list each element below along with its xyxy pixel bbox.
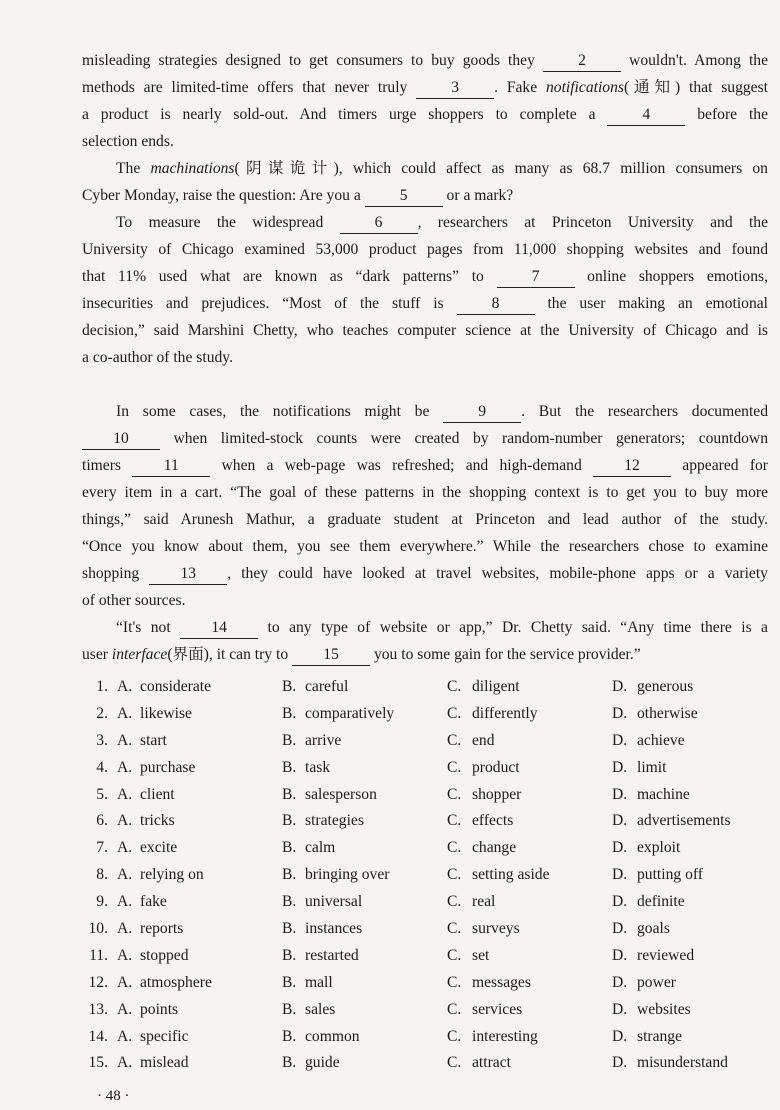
question-row [82, 1050, 772, 1077]
text-line [82, 155, 768, 182]
text-segment: insecurities and prejudices. “Most of the stuff is [82, 295, 457, 312]
option-letter: B. [282, 973, 297, 991]
option-text: power [637, 973, 676, 991]
option-text: start [140, 731, 167, 749]
text-segment: , they could have looked at travel websites, mobile-phone apps or a variety [227, 565, 768, 582]
option-text: strange [637, 1027, 683, 1045]
blank-14: 14 [180, 618, 258, 639]
text-line [82, 209, 768, 236]
option-text: attract [472, 1054, 511, 1072]
text-segment: every item in a cart. “The goal of these patterns in the shopping context is to get you to buy more [82, 484, 768, 501]
question-row [82, 997, 772, 1024]
option-letter: B. [282, 920, 297, 938]
text-segment: of other sources. [82, 592, 186, 609]
text-segment: online shoppers emotions, [574, 268, 768, 285]
option-text: differently [472, 704, 538, 722]
option-text: websites [637, 1000, 691, 1018]
option-text: arrive [305, 731, 342, 749]
option-text: reports [140, 920, 184, 938]
text-line [82, 614, 768, 641]
text-line [82, 533, 768, 560]
option-text: careful [305, 678, 349, 695]
option-letter: B. [282, 1027, 297, 1045]
text-segment: “Once you know about them, you see them everywhere.” While the researchers chose to examine [82, 538, 768, 555]
text-segment: . Fake [494, 79, 546, 96]
blank-5: 5 [365, 186, 443, 207]
option-letter: B. [282, 866, 297, 884]
text-line [82, 128, 768, 155]
option-text: exploit [637, 839, 681, 857]
option-letter: C. [447, 866, 462, 884]
text-segment: the user making an emotional [534, 295, 768, 312]
option-letter: D. [612, 704, 628, 722]
option-text: end [472, 731, 495, 749]
option-letter: D. [612, 866, 628, 884]
option-text: definite [637, 893, 685, 911]
text-line [82, 317, 768, 344]
answer-options [82, 674, 772, 1077]
option-text: surveys [472, 920, 520, 938]
option-text: sales [305, 1000, 336, 1018]
option-letter: C. [447, 785, 462, 803]
blank-6: 6 [340, 213, 418, 234]
text-segment: The [116, 160, 151, 177]
text-line [82, 101, 768, 128]
text-segment: appeared for [671, 457, 769, 474]
question-number: 9. [96, 893, 108, 911]
text-segment: methods are limited-time offers that never truly [82, 79, 417, 96]
text-line [82, 398, 768, 425]
option-letter: A. [117, 1027, 133, 1045]
option-text: tricks [140, 812, 175, 830]
cloze-passage [82, 47, 768, 668]
blank-13: 13 [149, 564, 227, 585]
option-letter: B. [282, 839, 297, 857]
italic-term: machinations [150, 160, 235, 177]
text-segment: timers [82, 457, 133, 474]
blank-9: 9 [443, 402, 521, 423]
option-letter: D. [612, 785, 628, 803]
question-row [82, 755, 772, 782]
option-letter: C. [447, 812, 462, 830]
text-segment: misleading strategies designed to get consumers to buy goods they [82, 52, 543, 69]
text-line [82, 344, 768, 371]
text-line [82, 263, 768, 290]
option-text: machine [637, 785, 690, 803]
option-letter: A. [117, 1054, 133, 1072]
blank-15: 15 [292, 645, 370, 666]
option-letter: A. [117, 758, 133, 776]
italic-term: notifications [545, 79, 624, 96]
option-letter: D. [612, 893, 628, 911]
text-line [82, 290, 768, 317]
text-segment: to any type of website or app,” Dr. Chetty said. “Any time there is a [258, 619, 768, 636]
blank-8: 8 [457, 294, 535, 315]
text-segment: In some cases, the notifications might be [116, 403, 444, 420]
blank-4: 4 [607, 105, 685, 126]
option-text: product [472, 758, 520, 776]
text-segment: a product is nearly sold-out. And timers urge shoppers to complete a [82, 106, 608, 123]
option-text: comparatively [305, 704, 395, 722]
option-text: stopped [140, 946, 189, 964]
text-segment: before the [685, 106, 768, 123]
option-letter: C. [447, 731, 462, 749]
option-text: services [472, 1000, 523, 1018]
option-text: putting off [637, 866, 703, 884]
option-letter: B. [282, 785, 297, 803]
option-letter: D. [612, 839, 628, 857]
page-number: · 48 · [97, 1088, 130, 1104]
option-text: reviewed [637, 946, 695, 964]
question-row [82, 674, 772, 701]
question-row [82, 782, 772, 809]
option-text: atmosphere [140, 973, 212, 991]
option-letter: B. [282, 731, 297, 749]
option-letter: A. [117, 920, 133, 938]
text-segment: . But the researchers documented [521, 403, 768, 420]
option-text: diligent [472, 678, 520, 695]
option-letter: D. [612, 678, 628, 695]
option-letter: D. [612, 973, 628, 991]
text-line [82, 560, 768, 587]
option-text: set [472, 946, 490, 964]
question-row [82, 701, 772, 728]
option-letter: A. [117, 812, 133, 830]
blank-12: 12 [593, 456, 671, 477]
option-letter: D. [612, 812, 628, 830]
option-text: client [140, 785, 175, 803]
option-letter: A. [117, 731, 133, 749]
text-segment: “It's not [116, 619, 181, 636]
option-letter: D. [612, 1000, 628, 1018]
question-number: 15. [88, 1054, 108, 1072]
text-segment: when limited-stock counts were created by random-number generators; countdown [160, 430, 768, 447]
question-number: 13. [88, 1000, 108, 1018]
question-row [82, 943, 772, 970]
text-segment: when a web-page was refreshed; and high-demand [210, 457, 594, 474]
option-text: goals [637, 920, 670, 938]
option-letter: A. [117, 839, 133, 857]
option-text: setting aside [472, 866, 550, 884]
option-text: points [140, 1000, 179, 1018]
text-segment: University of Chicago examined 53,000 product pages from 11,000 shopping websites and found [82, 241, 768, 258]
question-row [82, 808, 772, 835]
option-letter: A. [117, 678, 133, 695]
option-letter: C. [447, 1027, 462, 1045]
option-text: common [305, 1027, 360, 1045]
paragraph [82, 398, 768, 614]
text-line [82, 74, 768, 101]
text-segment: To measure the widespread [116, 214, 340, 231]
option-letter: D. [612, 1027, 628, 1045]
option-text: shopper [472, 785, 522, 803]
text-segment: user [82, 646, 112, 663]
option-text: interesting [472, 1027, 538, 1045]
option-text: achieve [637, 731, 685, 749]
question-row [82, 1024, 772, 1051]
option-letter: C. [447, 839, 462, 857]
option-letter: C. [447, 893, 462, 911]
option-text: task [305, 758, 331, 776]
option-text: salesperson [305, 785, 377, 803]
option-text: excite [140, 839, 178, 857]
question-number: 1. [96, 678, 108, 695]
question-row [82, 728, 772, 755]
option-text: generous [637, 678, 694, 695]
option-text: bringing over [305, 866, 390, 884]
option-text: otherwise [637, 704, 698, 722]
option-text: instances [305, 920, 363, 938]
option-letter: D. [612, 920, 628, 938]
question-number: 7. [96, 839, 108, 857]
option-letter: B. [282, 893, 297, 911]
option-text: fake [140, 893, 167, 911]
option-text: strategies [305, 812, 364, 830]
text-line [82, 506, 768, 533]
option-text: relying on [140, 866, 204, 884]
blank-3: 3 [416, 78, 494, 99]
option-text: change [472, 839, 517, 857]
text-segment: Cyber Monday, raise the question: Are you a [82, 187, 365, 204]
question-number: 6. [96, 812, 108, 830]
text-segment: shopping [82, 565, 150, 582]
text-line [82, 587, 768, 614]
option-letter: B. [282, 946, 297, 964]
text-line [82, 425, 768, 452]
option-text: guide [305, 1054, 340, 1072]
paragraph [82, 47, 768, 155]
option-letter: B. [282, 812, 297, 830]
option-letter: A. [117, 785, 133, 803]
text-line [82, 47, 768, 74]
option-letter: B. [282, 1054, 297, 1072]
question-number: 3. [96, 731, 108, 749]
question-number: 2. [96, 704, 108, 722]
question-row [82, 889, 772, 916]
paragraph [82, 155, 768, 209]
option-letter: B. [282, 678, 297, 695]
question-row [82, 835, 772, 862]
blank-10: 10 [82, 429, 160, 450]
text-segment: a co-author of the study. [82, 349, 233, 366]
option-letter: C. [447, 758, 462, 776]
option-text: messages [472, 973, 531, 991]
option-letter: A. [117, 704, 133, 722]
option-letter: C. [447, 704, 462, 722]
option-text: specific [140, 1027, 189, 1045]
paragraph [82, 614, 768, 668]
option-letter: A. [117, 1000, 133, 1018]
option-letter: A. [117, 946, 133, 964]
question-number: 8. [96, 866, 108, 884]
option-letter: C. [447, 1000, 462, 1018]
text-segment: (界面), it can try to [167, 646, 293, 663]
option-text: real [472, 893, 496, 911]
question-number: 10. [88, 920, 108, 938]
question-row [82, 970, 772, 997]
option-text: restarted [305, 946, 359, 964]
option-letter: A. [117, 866, 133, 884]
text-segment: that 11% used what are known as “dark patterns” to [82, 268, 497, 285]
text-segment: , researchers at Princeton University and the [417, 214, 768, 231]
option-letter: C. [447, 1054, 462, 1072]
text-segment: wouldn't. Among the [620, 52, 768, 69]
option-letter: D. [612, 1054, 628, 1072]
option-text: advertisements [637, 812, 731, 830]
text-segment: (通知) that suggest [623, 79, 768, 96]
option-text: considerate [140, 678, 212, 695]
option-text: mislead [140, 1054, 189, 1072]
option-letter: D. [612, 758, 628, 776]
option-letter: C. [447, 973, 462, 991]
option-letter: C. [447, 920, 462, 938]
option-text: likewise [140, 704, 192, 722]
option-text: effects [472, 812, 514, 830]
text-segment: you to some gain for the service provider.” [370, 646, 641, 663]
option-letter: B. [282, 704, 297, 722]
text-line [82, 236, 768, 263]
option-text: purchase [140, 758, 196, 776]
question-row [82, 916, 772, 943]
blank-2: 2 [543, 51, 621, 72]
option-text: misunderstand [637, 1054, 728, 1072]
question-number: 5. [96, 785, 108, 803]
option-letter: D. [612, 946, 628, 964]
option-letter: D. [612, 731, 628, 749]
text-line [82, 641, 768, 668]
question-number: 4. [96, 758, 108, 776]
text-line [82, 452, 768, 479]
question-number: 12. [88, 973, 108, 991]
question-number: 11. [89, 946, 108, 964]
option-letter: C. [447, 946, 462, 964]
blank-11: 11 [132, 456, 210, 477]
text-segment: decision,” said Marshini Chetty, who teaches computer science at the University of Chicago and is [82, 322, 768, 339]
option-letter: A. [117, 893, 133, 911]
option-text: universal [305, 893, 363, 911]
text-line [82, 479, 768, 506]
text-segment: things,” said Arunesh Mathur, a graduate student at Princeton and lead author of the study. [82, 511, 768, 528]
option-letter: B. [282, 1000, 297, 1018]
option-text: calm [305, 839, 336, 857]
option-letter: C. [447, 678, 462, 695]
text-segment: or a mark? [442, 187, 514, 204]
paragraph [82, 209, 768, 371]
text-segment: (阴谋诡计), which could affect as many as 68.7 million consumers on [234, 160, 768, 177]
option-letter: B. [282, 758, 297, 776]
text-line [82, 182, 768, 209]
text-segment: selection ends. [82, 133, 174, 150]
option-letter: A. [117, 973, 133, 991]
question-number: 14. [88, 1027, 108, 1045]
option-text: limit [637, 758, 667, 776]
question-row [82, 862, 772, 889]
italic-term: interface [111, 646, 168, 663]
option-text: mall [305, 973, 333, 991]
blank-7: 7 [497, 267, 575, 288]
